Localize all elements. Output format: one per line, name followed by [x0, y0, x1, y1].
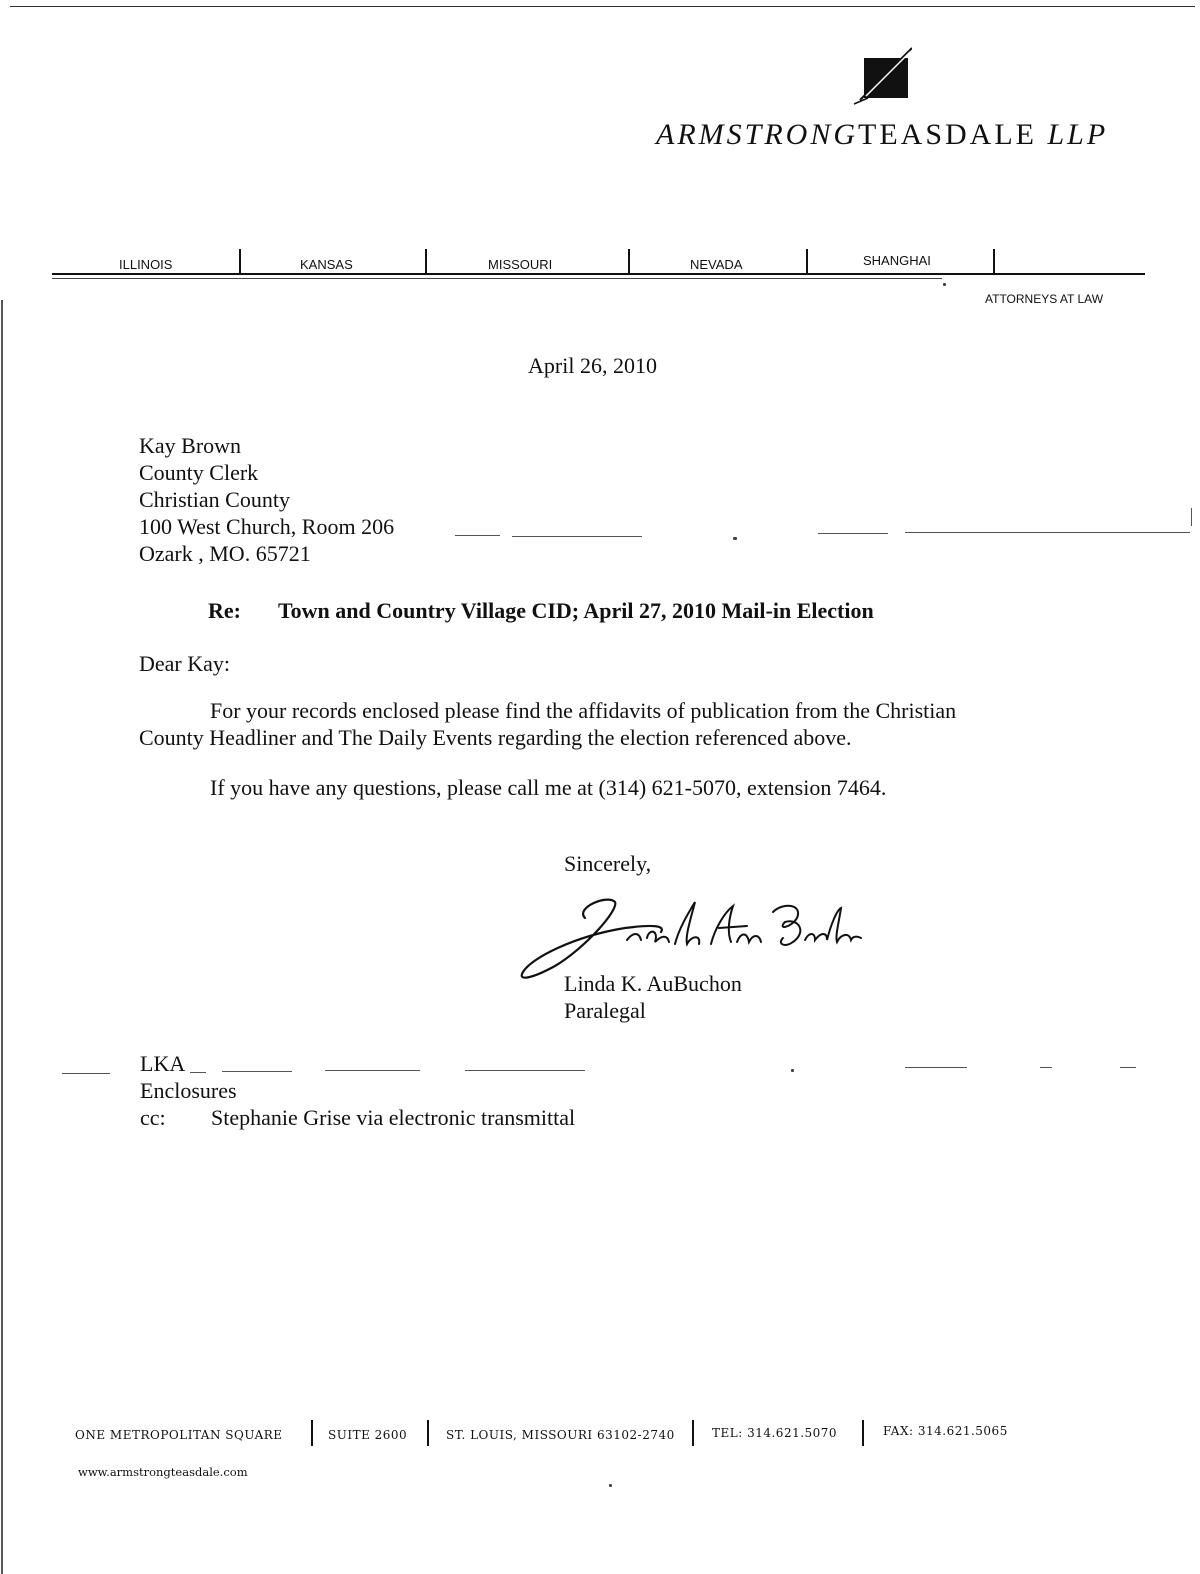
office-shanghai: SHANGHAI [863, 253, 931, 268]
closing: Sincerely, [564, 851, 652, 876]
cc-label: cc: [140, 1105, 166, 1130]
office-missouri: MISSOURI [488, 257, 553, 272]
office-nevada: NEVADA [690, 257, 743, 272]
scan-speck [943, 283, 946, 286]
office-separator [425, 249, 427, 273]
footer-separator [862, 1420, 864, 1446]
body-paragraph-1-line-1: For your records enclosed please find the affidavits of publication from the Christian [210, 698, 957, 723]
scan-artifact [1040, 1067, 1052, 1068]
firm-name [656, 118, 1108, 152]
recipient-title: County Clerk [139, 460, 259, 485]
scan-speck [609, 1484, 612, 1487]
scan-artifact [190, 1072, 206, 1073]
scan-artifact [1120, 1067, 1136, 1068]
footer-address: ONE METROPOLITAN SQUARE [75, 1428, 283, 1442]
footer-tel: TEL: 314.621.5070 [712, 1426, 838, 1440]
scan-speck [733, 537, 737, 540]
firm-name-part3: LLP [1047, 118, 1109, 151]
enclosures: Enclosures [140, 1078, 237, 1103]
recipient-organization: Christian County [139, 487, 290, 512]
firm-name-part2: TEASDALE [858, 118, 1037, 151]
footer-suite: SUITE 2600 [328, 1428, 408, 1442]
scan-artifact [1191, 508, 1192, 526]
letterhead-rule [52, 273, 1145, 275]
footer-separator [427, 1420, 429, 1446]
scan-artifact [325, 1070, 420, 1071]
body-paragraph-1-line-2: County Headliner and The Daily Events regarding the election referenced above. [139, 725, 852, 750]
scan-artifact [465, 1070, 585, 1071]
scan-artifact [512, 536, 642, 537]
scan-artifact [905, 1067, 967, 1068]
scan-artifact [222, 1071, 292, 1072]
office-illinois: ILLINOIS [119, 257, 173, 272]
scan-artifact [62, 1073, 110, 1074]
letterhead-rule-thin [52, 278, 942, 279]
footer-separator [692, 1420, 694, 1446]
footer-separator [311, 1420, 313, 1446]
footer-city: ST. LOUIS, MISSOURI 63102-2740 [446, 1428, 675, 1442]
signer-title: Paralegal [564, 998, 646, 1023]
scan-artifact [455, 535, 500, 536]
recipient-name: Kay Brown [139, 433, 242, 458]
recipient-street: 100 West Church, Room 206 [139, 514, 395, 539]
letter-date: April 26, 2010 [528, 353, 657, 378]
footer-website: www.armstrongteasdale.com [78, 1465, 248, 1479]
re-subject: Town and Country Village CID; April 27, 2010 Mail-in Election [278, 598, 874, 623]
firm-tagline: ATTORNEYS AT LAW [985, 292, 1104, 306]
firm-name-part1: ARMSTRONG [656, 118, 858, 151]
cc-recipient: Stephanie Grise via electronic transmittal [211, 1105, 576, 1130]
scan-artifact [905, 532, 1190, 533]
scan-artifact [818, 533, 888, 534]
scan-edge-left [1, 300, 3, 1574]
office-separator [993, 249, 995, 273]
office-separator [628, 249, 630, 273]
office-separator [806, 249, 808, 273]
re-label: Re: [208, 598, 241, 623]
footer-fax: FAX: 314.621.5065 [883, 1424, 1008, 1438]
body-paragraph-2: If you have any questions, please call me at (314) 621-5070, extension 7464. [210, 775, 887, 800]
office-separator [239, 249, 241, 273]
initials: LKA [140, 1051, 186, 1076]
signer-name: Linda K. AuBuchon [564, 971, 742, 996]
recipient-city-state-zip: Ozark , MO. 65721 [139, 541, 311, 566]
letterhead-footer [75, 1420, 1125, 1450]
scan-edge-top [10, 6, 1195, 7]
salutation: Dear Kay: [139, 651, 231, 676]
firm-logo-icon [846, 46, 912, 106]
scan-speck [791, 1069, 794, 1072]
office-kansas: KANSAS [300, 257, 353, 272]
